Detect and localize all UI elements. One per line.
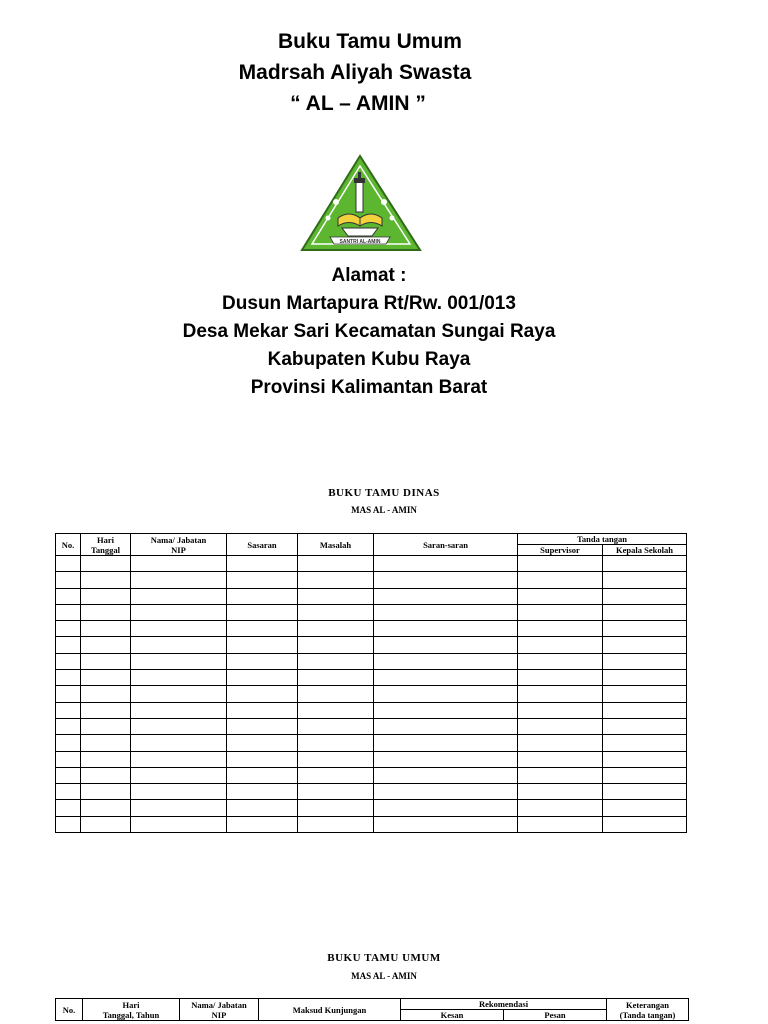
table-cell: [81, 686, 131, 702]
col-keterangan: Keterangan (Tanda tangan): [607, 999, 689, 1021]
address-line: Provinsi Kalimantan Barat: [250, 377, 488, 398]
table-cell: [56, 653, 81, 669]
table-cell: [518, 556, 603, 572]
table-cell: [603, 735, 687, 751]
table-cell: [131, 686, 227, 702]
table-cell: [81, 718, 131, 734]
table-cell: [298, 572, 374, 588]
table-cell: [131, 718, 227, 734]
table-cell: [131, 784, 227, 800]
table-cell: [56, 784, 81, 800]
table-cell: [603, 653, 687, 669]
table-row: [56, 735, 687, 751]
table-cell: [227, 572, 298, 588]
table-cell: [56, 686, 81, 702]
col-hari-tanggal: Hari Tanggal: [81, 534, 131, 556]
table-cell: [603, 751, 687, 767]
table-cell: [603, 784, 687, 800]
address-line: Kabupaten Kubu Raya: [267, 349, 471, 370]
table-cell: [298, 767, 374, 783]
table-row: [56, 686, 687, 702]
col-nama-nip: Nama/ Jabatan NIP: [180, 999, 259, 1021]
table-cell: [518, 686, 603, 702]
table-cell: [374, 670, 518, 686]
table-cell: [518, 800, 603, 816]
table-cell: [131, 637, 227, 653]
table-cell: [227, 653, 298, 669]
table-cell: [518, 784, 603, 800]
table-cell: [374, 816, 518, 832]
dinas-section-subtitle: MAS AL - AMIN: [351, 505, 417, 515]
table-cell: [518, 637, 603, 653]
table-cell: [298, 800, 374, 816]
table-cell: [374, 784, 518, 800]
table-cell: [518, 718, 603, 734]
table-row: [56, 784, 687, 800]
table-cell: [298, 670, 374, 686]
emblem-text: SANTRI AL-AMIN: [339, 239, 381, 245]
table-cell: [603, 800, 687, 816]
table-cell: [81, 621, 131, 637]
table-cell: [56, 718, 81, 734]
table-cell: [518, 767, 603, 783]
table-row: [56, 816, 687, 832]
table-cell: [298, 604, 374, 620]
table-row: [56, 653, 687, 669]
col-nama-nip: Nama/ Jabatan NIP: [131, 534, 227, 556]
table-cell: [603, 556, 687, 572]
school-emblem-icon: [284, 140, 434, 260]
table-cell: [131, 816, 227, 832]
col-pesan: Pesan: [504, 1010, 607, 1021]
table-cell: [603, 702, 687, 718]
col-sasaran: Sasaran: [227, 534, 298, 556]
table-cell: [81, 653, 131, 669]
table-cell: [374, 718, 518, 734]
table-cell: [603, 588, 687, 604]
table-cell: [374, 604, 518, 620]
col-kesan: Kesan: [401, 1010, 504, 1021]
table-cell: [374, 751, 518, 767]
table-cell: [603, 718, 687, 734]
table-cell: [298, 784, 374, 800]
table-cell: [56, 735, 81, 751]
table-cell: [298, 816, 374, 832]
table-cell: [81, 604, 131, 620]
col-masalah: Masalah: [298, 534, 374, 556]
col-saran: Saran-saran: [374, 534, 518, 556]
table-cell: [518, 670, 603, 686]
table-cell: [518, 751, 603, 767]
table-cell: [227, 718, 298, 734]
table-cell: [603, 572, 687, 588]
table-cell: [374, 767, 518, 783]
table-cell: [374, 556, 518, 572]
table-cell: [518, 816, 603, 832]
table-cell: [518, 588, 603, 604]
table-cell: [227, 604, 298, 620]
table-cell: [518, 735, 603, 751]
table-cell: [56, 767, 81, 783]
table-cell: [56, 751, 81, 767]
table-cell: [131, 702, 227, 718]
table-row: [56, 572, 687, 588]
table-cell: [131, 735, 227, 751]
table-cell: [227, 784, 298, 800]
table-cell: [227, 702, 298, 718]
document-title: Buku Tamu Umum: [278, 30, 462, 53]
table-cell: [131, 751, 227, 767]
table-cell: [298, 588, 374, 604]
table-row: [56, 718, 687, 734]
table-cell: [81, 784, 131, 800]
table-cell: [298, 735, 374, 751]
table-cell: [56, 800, 81, 816]
table-cell: [374, 588, 518, 604]
table-cell: [56, 637, 81, 653]
table-cell: [518, 604, 603, 620]
table-cell: [56, 621, 81, 637]
table-cell: [374, 735, 518, 751]
table-cell: [374, 702, 518, 718]
col-supervisor: Supervisor: [518, 545, 603, 556]
table-cell: [131, 556, 227, 572]
table-cell: [298, 718, 374, 734]
table-cell: [603, 604, 687, 620]
school-name: Madrsah Aliyah Swasta: [238, 61, 472, 84]
table-cell: [298, 556, 374, 572]
table-cell: [603, 670, 687, 686]
table-row: [56, 604, 687, 620]
table-cell: [131, 572, 227, 588]
table-cell: [56, 572, 81, 588]
table-cell: [374, 621, 518, 637]
table-row: [56, 621, 687, 637]
table-cell: [81, 572, 131, 588]
table-row: [56, 751, 687, 767]
col-hari-tanggal-tahun: Hari Tanggal, Tahun: [83, 999, 180, 1021]
table-cell: [603, 767, 687, 783]
table-cell: [603, 621, 687, 637]
table-cell: [298, 637, 374, 653]
table-cell: [81, 800, 131, 816]
address-line: Desa Mekar Sari Kecamatan Sungai Raya: [182, 321, 556, 342]
table-cell: [227, 621, 298, 637]
col-no: No.: [56, 534, 81, 556]
table-cell: [298, 686, 374, 702]
table-row: [56, 556, 687, 572]
table-cell: [56, 604, 81, 620]
table-cell: [56, 556, 81, 572]
table-row: [56, 767, 687, 783]
table-cell: [603, 686, 687, 702]
table-cell: [131, 588, 227, 604]
table-row: [56, 670, 687, 686]
table-cell: [298, 621, 374, 637]
address-label: Alamat :: [331, 265, 407, 286]
school-short-name: “ AL – AMIN ”: [290, 92, 426, 115]
table-cell: [518, 702, 603, 718]
table-cell: [131, 767, 227, 783]
table-cell: [298, 751, 374, 767]
table-cell: [298, 653, 374, 669]
dinas-section-title: BUKU TAMU DINAS: [328, 487, 440, 499]
table-cell: [56, 588, 81, 604]
table-cell: [81, 556, 131, 572]
dinas-guest-table: [55, 533, 687, 833]
table-cell: [131, 604, 227, 620]
table-cell: [81, 637, 131, 653]
table-cell: [227, 637, 298, 653]
table-cell: [131, 670, 227, 686]
col-no: No.: [56, 999, 83, 1021]
col-maksud-kunjungan: Maksud Kunjungan: [259, 999, 401, 1021]
table-cell: [81, 702, 131, 718]
table-cell: [131, 800, 227, 816]
table-cell: [603, 637, 687, 653]
table-cell: [131, 621, 227, 637]
table-row: [56, 800, 687, 816]
col-tanda-tangan: Tanda tangan: [518, 534, 687, 545]
table-cell: [227, 588, 298, 604]
table-cell: [603, 816, 687, 832]
table-cell: [56, 816, 81, 832]
table-cell: [81, 735, 131, 751]
table-row: [56, 637, 687, 653]
table-cell: [518, 572, 603, 588]
table-cell: [227, 735, 298, 751]
table-cell: [298, 702, 374, 718]
table-cell: [374, 686, 518, 702]
table-cell: [81, 767, 131, 783]
col-rekomendasi: Rekomendasi: [401, 999, 607, 1010]
table-cell: [56, 702, 81, 718]
table-cell: [227, 816, 298, 832]
table-cell: [374, 637, 518, 653]
table-row: [56, 702, 687, 718]
table-cell: [374, 800, 518, 816]
table-cell: [81, 670, 131, 686]
table-cell: [81, 751, 131, 767]
table-cell: [374, 653, 518, 669]
table-cell: [81, 816, 131, 832]
table-cell: [81, 588, 131, 604]
table-cell: [227, 751, 298, 767]
table-cell: [227, 800, 298, 816]
table-cell: [131, 653, 227, 669]
table-cell: [518, 621, 603, 637]
table-cell: [56, 670, 81, 686]
col-kepala-sekolah: Kepala Sekolah: [603, 545, 687, 556]
table-cell: [227, 686, 298, 702]
table-cell: [518, 653, 603, 669]
umum-section-subtitle: MAS AL - AMIN: [351, 971, 417, 981]
address-line: Dusun Martapura Rt/Rw. 001/013: [222, 293, 516, 314]
table-cell: [227, 670, 298, 686]
umum-section-title: BUKU TAMU UMUM: [327, 952, 441, 964]
table-cell: [374, 572, 518, 588]
umum-guest-table: [55, 998, 689, 1021]
table-row: [56, 588, 687, 604]
table-cell: [227, 556, 298, 572]
table-cell: [227, 767, 298, 783]
